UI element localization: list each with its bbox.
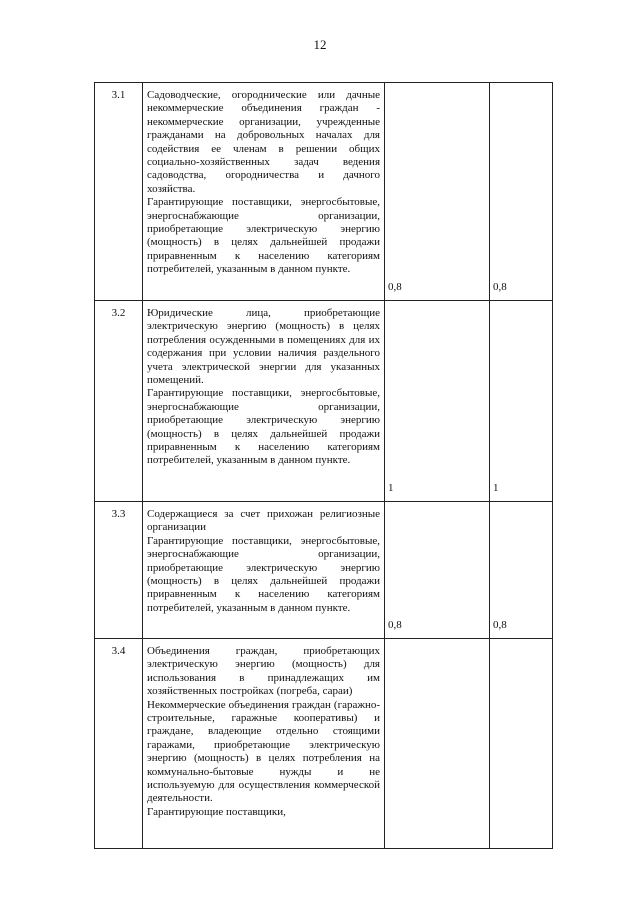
row-value-2: 0,8 — [493, 618, 507, 631]
row-number: 3.2 — [95, 301, 143, 502]
row-text-paragraph: Садоводческие, огороднические или дачные некоммерческие объединения граждан - некоммерческие организации, учрежденные гражданами на добровольных началах для содействия ее членам в решении общих социально-хозяйственных задач ведения садоводства, огородничества и дачного хозяйства. — [147, 89, 380, 195]
value-cell-2 — [490, 301, 553, 502]
row-value-1: 1 — [388, 481, 394, 494]
row-text-paragraph: Объединения граждан, приобретающих электрическую энергию (мощность) для использования в принадлежащих им хозяйственных постройках (погреба, сараи) — [147, 645, 380, 698]
table-row — [95, 301, 553, 502]
row-value-1: 0,8 — [388, 280, 402, 293]
table-row — [95, 502, 553, 639]
row-text — [147, 508, 380, 615]
row-text — [147, 307, 380, 468]
value-cell-1 — [385, 301, 490, 502]
row-text-paragraph: Гарантирующие поставщики, энергосбытовые, энергоснабжающие организации, приобретающие электрическую энергию (мощность) в целях дальнейшей продажи приравненным к населению категориям потребителей, указанным в данном пункте. — [147, 534, 380, 614]
row-description — [143, 502, 385, 639]
row-description — [143, 639, 385, 849]
row-value-2: 0,8 — [493, 280, 507, 293]
page-number: 12 — [313, 37, 327, 52]
row-value-1: 0,8 — [388, 618, 402, 631]
row-text-paragraph: Гарантирующие поставщики, энергосбытовые, энергоснабжающие организации, приобретающие электрическую энергию (мощность) в целях дальнейшей продажи приравненным к населению категориям потребителей, указанным в данном пункте. — [147, 387, 380, 467]
tariff-table — [94, 82, 553, 849]
row-text-paragraph: Юридические лица, приобретающие электрическую энергию (мощность) в целях потребления осужденными в помещениях для их содержания при условии наличия раздельного учета электрической энергии для указанных помещений. — [147, 307, 380, 387]
row-text — [147, 645, 380, 819]
row-text-paragraph: Содержащиеся за счет прихожан религиозные организации — [147, 508, 380, 534]
row-number: 3.1 — [95, 83, 143, 301]
row-text-paragraph: Гарантирующие поставщики, — [147, 805, 286, 818]
value-cell-2 — [490, 83, 553, 301]
row-description — [143, 83, 385, 301]
value-cell-2 — [490, 502, 553, 639]
value-cell-1 — [385, 639, 490, 849]
row-description — [143, 301, 385, 502]
row-number: 3.3 — [95, 502, 143, 639]
table-row — [95, 639, 553, 849]
value-cell-1 — [385, 502, 490, 639]
value-cell-2 — [490, 639, 553, 849]
row-text-paragraph: Некоммерческие объединения граждан (гаражно-строительные, гаражные кооперативы) и граждане, владеющие отдельно стоящими гаражами, приобретающие электрическую энергию (мощность) в целях потребления на коммунально-бытовые нужды и не используемую для осуществления коммерческой деятельности. — [147, 698, 380, 805]
value-cell-1 — [385, 83, 490, 301]
row-text — [147, 89, 380, 277]
row-text-paragraph: Гарантирующие поставщики, энергосбытовые, энергоснабжающие организации, приобретающие электрическую энергию (мощность) в целях дальнейшей продажи приравненным к населению категориям потребителей, указанным в данном пункте. — [147, 196, 380, 276]
row-number: 3.4 — [95, 639, 143, 849]
row-value-2: 1 — [493, 481, 499, 494]
table-row — [95, 83, 553, 301]
